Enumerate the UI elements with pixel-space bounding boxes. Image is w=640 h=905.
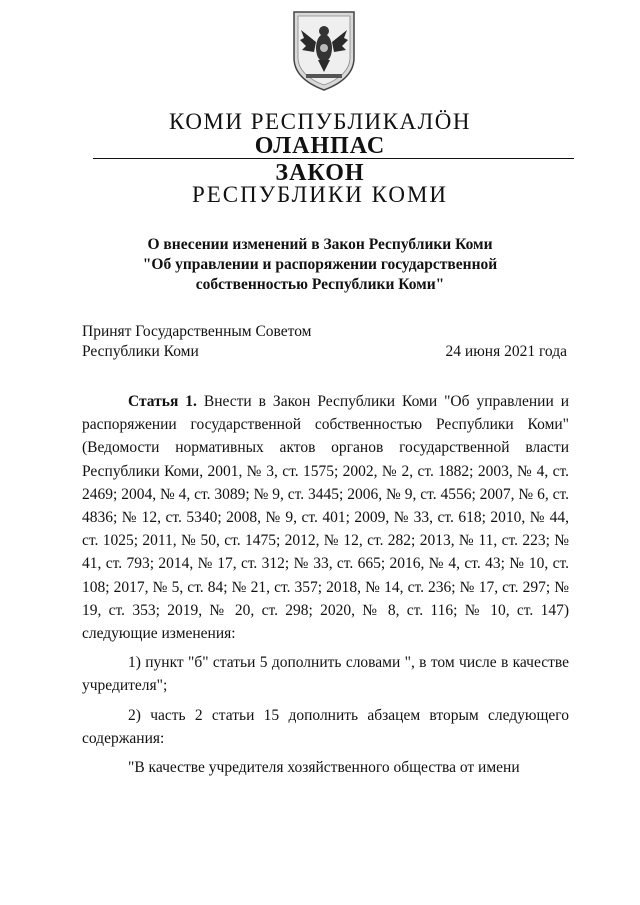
- article-1-label: Статья 1.: [128, 393, 197, 410]
- header-komi-language: КОМИ РЕСПУБЛИКАЛÖН: [169, 109, 471, 134]
- header-divider: [93, 158, 574, 159]
- adopted-by-line: Республики Коми: [82, 343, 199, 360]
- law-body: [82, 390, 569, 785]
- article-1-text: Внести в Закон Республики Коми "Об управлении и распоряжении государственной собственностью Республики Коми" (Ведомости нормативных актов органов государственной власти Республики Коми, 2001, № 3, ст. 1575; 2002, № 2, ст. 1882; 2003, № 4, ст. 2469; 2004, № 4, ст. 3089; № 9, ст. 3445; 2006, № 9, ст. 4556; 2007, № 6, ст. 4836; № 12, ст. 5340; 2008, № 9, ст. 401; 2009, № 33, ст. 618; 2010, № 44, ст. 1025; 2011, № 50, ст. 1475; 2012, № 12, ст. 282; 2013, № 11, ст. 223; № 41, ст. 793; 2014, № 17, ст. 312; № 33, ст. 665; 2016, № 4, ст. 43; № 10, ст. 108; 2017, № 5, ст. 84; № 21, ст. 357; 2018, № 14, ст. 236; № 17, ст. 297; № 19, ст. 353; 2019, № 20, ст. 298; 2020, № 8, ст. 116; № 10, ст. 147) следующие изменения:: [82, 393, 569, 643]
- adoption-date: 24 июня 2021 года: [445, 343, 567, 360]
- item-1-paragraph: 1) пункт "б" статьи 5 дополнить словами ", в том числе в качестве учредителя";: [82, 654, 569, 695]
- law-title-line: собственностью Республики Коми": [195, 276, 445, 293]
- article-1-paragraph: [82, 390, 569, 645]
- adopted-by-line: Принят Государственным Советом: [82, 323, 312, 340]
- header-olanpas: ОЛАНПАС: [254, 133, 386, 159]
- item-2-paragraph: 2) часть 2 статьи 15 дополнить абзацем вторым следующего содержания:: [82, 706, 569, 747]
- adoption-block: [82, 322, 567, 362]
- header-republic: РЕСПУБЛИКИ КОМИ: [191, 182, 449, 207]
- law-title-line: "Об управлении и распоряжении государственной: [142, 256, 498, 273]
- coat-of-arms-emblem: [290, 8, 358, 92]
- law-title-line: О внесении изменений в Закон Республики Коми: [147, 236, 493, 253]
- quote-paragraph: "В качестве учредителя хозяйственного общества от имени: [128, 759, 520, 777]
- header-zakon: ЗАКОН: [275, 160, 365, 186]
- law-title: [0, 235, 640, 295]
